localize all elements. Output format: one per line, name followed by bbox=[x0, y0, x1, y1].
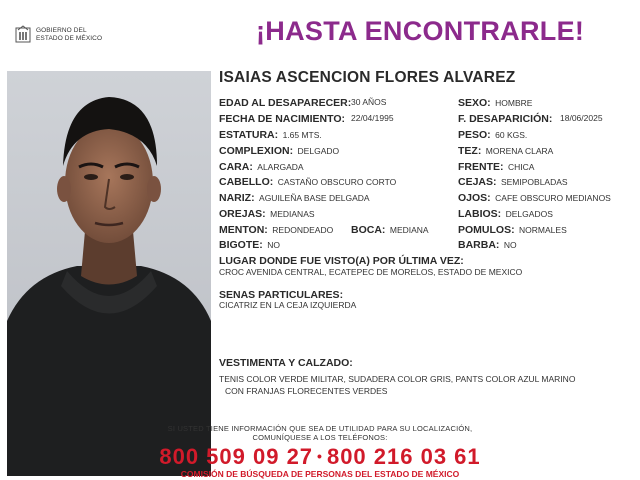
phone-separator: • bbox=[317, 448, 323, 464]
field-ojos bbox=[458, 191, 611, 204]
field-nacimiento bbox=[219, 112, 394, 125]
senas-label: SENAS PARTICULARES: bbox=[219, 289, 344, 301]
field-value: HOMBRE bbox=[495, 98, 533, 108]
field-value: 1.65 MTS. bbox=[282, 130, 322, 140]
field-label: F. DESAPARICIÓN: bbox=[458, 113, 553, 125]
field-value: MEDIANAS bbox=[270, 209, 315, 219]
vestimenta-line2: CON FRANJAS FLORECENTES VERDES bbox=[225, 386, 388, 396]
field-value: 18/06/2025 bbox=[560, 113, 603, 123]
field-value: 30 AÑOS bbox=[351, 97, 387, 107]
portrait-image bbox=[7, 71, 211, 476]
field-edad bbox=[219, 96, 387, 109]
contact-note-line1: SI USTED TIENE INFORMACIÓN QUE SEA DE UTILIDAD PARA SU LOCALIZACIÓN, bbox=[167, 424, 473, 433]
field-label: OREJAS: bbox=[219, 208, 266, 220]
phone-1[interactable]: 800 509 09 27 bbox=[159, 444, 314, 469]
field-value: 22/04/1995 bbox=[351, 113, 394, 123]
logo-line2: ESTADO DE MÉXICO bbox=[36, 34, 103, 42]
field-peso bbox=[458, 128, 527, 141]
field-label: FECHA DE NACIMIENTO: bbox=[219, 113, 345, 125]
field-bigote bbox=[219, 238, 280, 251]
field-desaparicion bbox=[458, 112, 603, 125]
senas-text: CICATRIZ EN LA CEJA IZQUIERDA bbox=[219, 300, 357, 310]
field-label: NARIZ: bbox=[219, 192, 255, 204]
field-value: NORMALES bbox=[519, 225, 567, 235]
field-value: CHICA bbox=[507, 162, 535, 172]
field-label: BARBA: bbox=[458, 239, 500, 251]
field-value: NO bbox=[503, 240, 517, 250]
field-menton bbox=[219, 223, 333, 236]
logo-line1: GOBIERNO DEL bbox=[36, 27, 87, 34]
person-name: ISAIAS ASCENCION FLORES ALVAREZ bbox=[219, 69, 516, 86]
field-estatura bbox=[219, 128, 322, 141]
field-cabello bbox=[219, 175, 396, 188]
field-value: REDONDEADO bbox=[272, 225, 334, 235]
field-sexo bbox=[458, 96, 532, 109]
government-logo bbox=[14, 24, 114, 46]
field-pomulos bbox=[458, 223, 567, 236]
page-title: ¡HASTA ENCONTRARLE! bbox=[256, 16, 585, 46]
field-barba bbox=[458, 238, 517, 251]
field-cara bbox=[219, 160, 304, 173]
vestimenta-line1: TENIS COLOR VERDE MILITAR, SUDADERA COLOR GRIS, PANTS COLOR AZUL MARINO bbox=[219, 374, 576, 384]
field-label: CABELLO: bbox=[219, 176, 274, 188]
field-tez bbox=[458, 144, 553, 157]
coat-of-arms-icon bbox=[14, 24, 32, 44]
field-value: ALARGADA bbox=[257, 162, 304, 172]
field-label: MENTON: bbox=[219, 224, 268, 236]
person-photo bbox=[7, 71, 211, 476]
field-boca bbox=[351, 223, 429, 236]
field-cejas bbox=[458, 175, 568, 188]
field-complexion bbox=[219, 144, 339, 157]
field-value: MORENA CLARA bbox=[485, 146, 554, 156]
contact-note-line2: COMUNÍQUESE A LOS TELÉFONOS: bbox=[252, 433, 388, 442]
field-value: 60 KGS. bbox=[495, 130, 528, 140]
field-label: FRENTE: bbox=[458, 161, 504, 173]
field-value: NO bbox=[267, 240, 280, 250]
lugar-text: CROC AVENIDA CENTRAL, ECATEPEC DE MORELOS, ESTADO DE MEXICO bbox=[219, 267, 523, 277]
phone-2[interactable]: 800 216 03 61 bbox=[326, 444, 481, 469]
field-label: BOCA: bbox=[351, 224, 386, 236]
field-labios bbox=[458, 207, 553, 220]
field-label: BIGOTE: bbox=[219, 239, 263, 251]
field-orejas bbox=[219, 207, 315, 220]
field-label: COMPLEXION: bbox=[219, 145, 294, 157]
field-label: OJOS: bbox=[458, 192, 491, 204]
field-nariz bbox=[219, 191, 370, 204]
commission-name: COMISIÓN DE BÚSQUEDA DE PERSONAS DEL ESTADO DE MÉXICO bbox=[180, 469, 460, 479]
field-label: CEJAS: bbox=[458, 176, 497, 188]
field-label: LABIOS: bbox=[458, 208, 502, 220]
field-label: TEZ: bbox=[458, 145, 482, 157]
logo-text bbox=[36, 27, 102, 42]
vestimenta-label: VESTIMENTA Y CALZADO: bbox=[219, 357, 353, 369]
field-label: SEXO: bbox=[458, 97, 491, 109]
field-value: MEDIANA bbox=[389, 225, 429, 235]
field-value: SEMIPOBLADAS bbox=[500, 177, 568, 187]
phone-numbers bbox=[0, 444, 640, 470]
field-label: ESTATURA: bbox=[219, 129, 279, 141]
field-label: EDAD AL DESAPARECER: bbox=[219, 97, 352, 109]
field-value: CAFE OBSCURO MEDIANOS bbox=[495, 193, 611, 203]
field-label: CARA: bbox=[219, 161, 253, 173]
field-value: DELGADOS bbox=[505, 209, 553, 219]
field-label: PESO: bbox=[458, 129, 491, 141]
field-value: CASTAÑO OBSCURO CORTO bbox=[277, 177, 397, 187]
field-value: DELGADO bbox=[297, 146, 340, 156]
lugar-label: LUGAR DONDE FUE VISTO(A) POR ÚLTIMA VEZ: bbox=[219, 255, 464, 267]
field-label: POMULOS: bbox=[458, 224, 515, 236]
field-value: AGUILEÑA BASE DELGADA bbox=[259, 193, 370, 203]
